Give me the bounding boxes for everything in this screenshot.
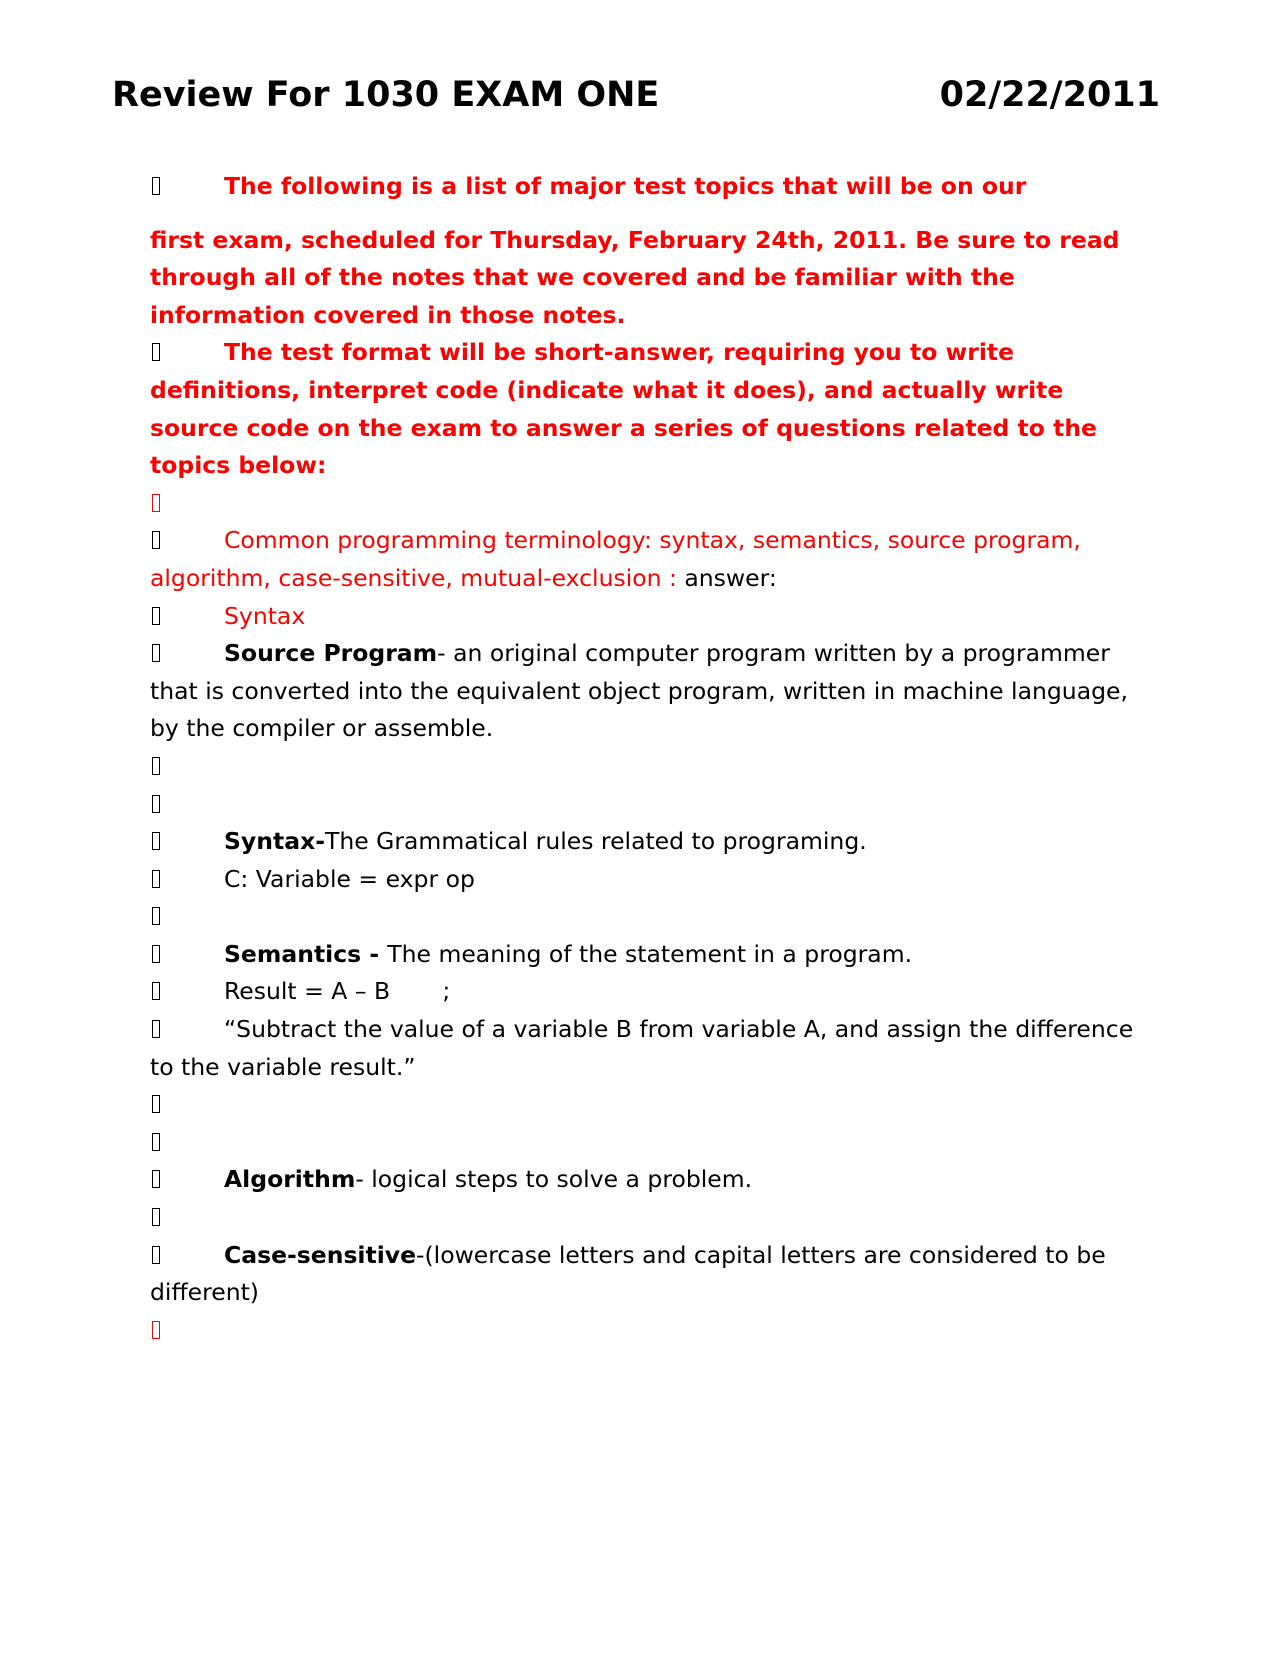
empty-bullet-line xyxy=(150,898,1140,936)
syntax-example: C: Variable = expr op xyxy=(150,861,1140,899)
intro-paragraph-1-lead: The following is a list of major test topics that will be on our xyxy=(150,168,1140,206)
source-program-definition: Source Program- an original computer program written by a programmer that is converted into the equivalent object program, written in machine language, by the compiler or assemble. xyxy=(150,635,1140,748)
empty-bullet-line xyxy=(150,1199,1140,1237)
bullet-glyph-icon xyxy=(150,1237,224,1275)
bullet-glyph-icon xyxy=(150,936,224,974)
algorithm-definition: Algorithm- logical steps to solve a problem. xyxy=(150,1161,1140,1199)
intro-paragraph-2: The test format will be short-answer, requiring you to write definitions, interpret code (indicate what it does), and actually write source code on the exam to answer a series of questions related to the topics below: xyxy=(150,334,1140,484)
bullet-glyph-icon xyxy=(150,1161,224,1199)
empty-bullet-line xyxy=(150,748,1140,786)
bullet-glyph-icon xyxy=(150,823,224,861)
bullet-glyph-icon xyxy=(150,1199,224,1237)
document-header xyxy=(112,70,1164,120)
empty-bullet-line xyxy=(150,1086,1140,1124)
document-body xyxy=(150,168,1140,1349)
bullet-glyph-icon xyxy=(150,748,224,786)
empty-bullet-line xyxy=(150,1312,1140,1350)
bullet-glyph-icon xyxy=(150,1124,224,1162)
terminology-line: Common programming terminology: syntax, semantics, source program, algorithm, case-sensitive, mutual-exclusion : answer: xyxy=(150,522,1140,597)
semantics-example: Result = A – B ; xyxy=(150,973,1140,1011)
bullet-glyph-icon xyxy=(150,861,224,899)
bullet-glyph-icon xyxy=(150,598,224,636)
semantics-definition: Semantics - The meaning of the statement in a program. xyxy=(150,936,1140,974)
semantics-explanation: “Subtract the value of a variable B from variable A, and assign the difference to the variable result.” xyxy=(150,1011,1140,1086)
bullet-glyph-icon xyxy=(150,168,224,206)
empty-bullet-line xyxy=(150,1124,1140,1162)
empty-bullet-line xyxy=(150,485,1140,523)
bullet-glyph-icon xyxy=(150,786,224,824)
document-date: 02/22/2011 xyxy=(939,75,1160,115)
bullet-glyph-icon xyxy=(150,485,224,523)
case-sensitive-definition: Case-sensitive-(lowercase letters and capital letters are considered to be different) xyxy=(150,1237,1140,1312)
empty-bullet-line xyxy=(150,786,1140,824)
bullet-glyph-icon xyxy=(150,522,224,560)
bullet-glyph-icon xyxy=(150,1086,224,1124)
bullet-glyph-icon xyxy=(150,898,224,936)
syntax-definition: Syntax-The Grammatical rules related to programing. xyxy=(150,823,1140,861)
bullet-glyph-icon xyxy=(150,973,224,1011)
bullet-glyph-icon xyxy=(150,334,224,372)
bullet-glyph-icon xyxy=(150,1011,224,1049)
intro-paragraph-1-rest: first exam, scheduled for Thursday, February 24th, 2011. Be sure to read through all of the notes that we covered and be familiar with the information covered in those notes. xyxy=(150,225,1120,329)
bullet-glyph-icon xyxy=(150,1312,224,1350)
document-title: Review For 1030 EXAM ONE xyxy=(112,75,660,115)
bullet-glyph-icon xyxy=(150,635,224,673)
syntax-heading-line: Syntax xyxy=(150,598,1140,636)
